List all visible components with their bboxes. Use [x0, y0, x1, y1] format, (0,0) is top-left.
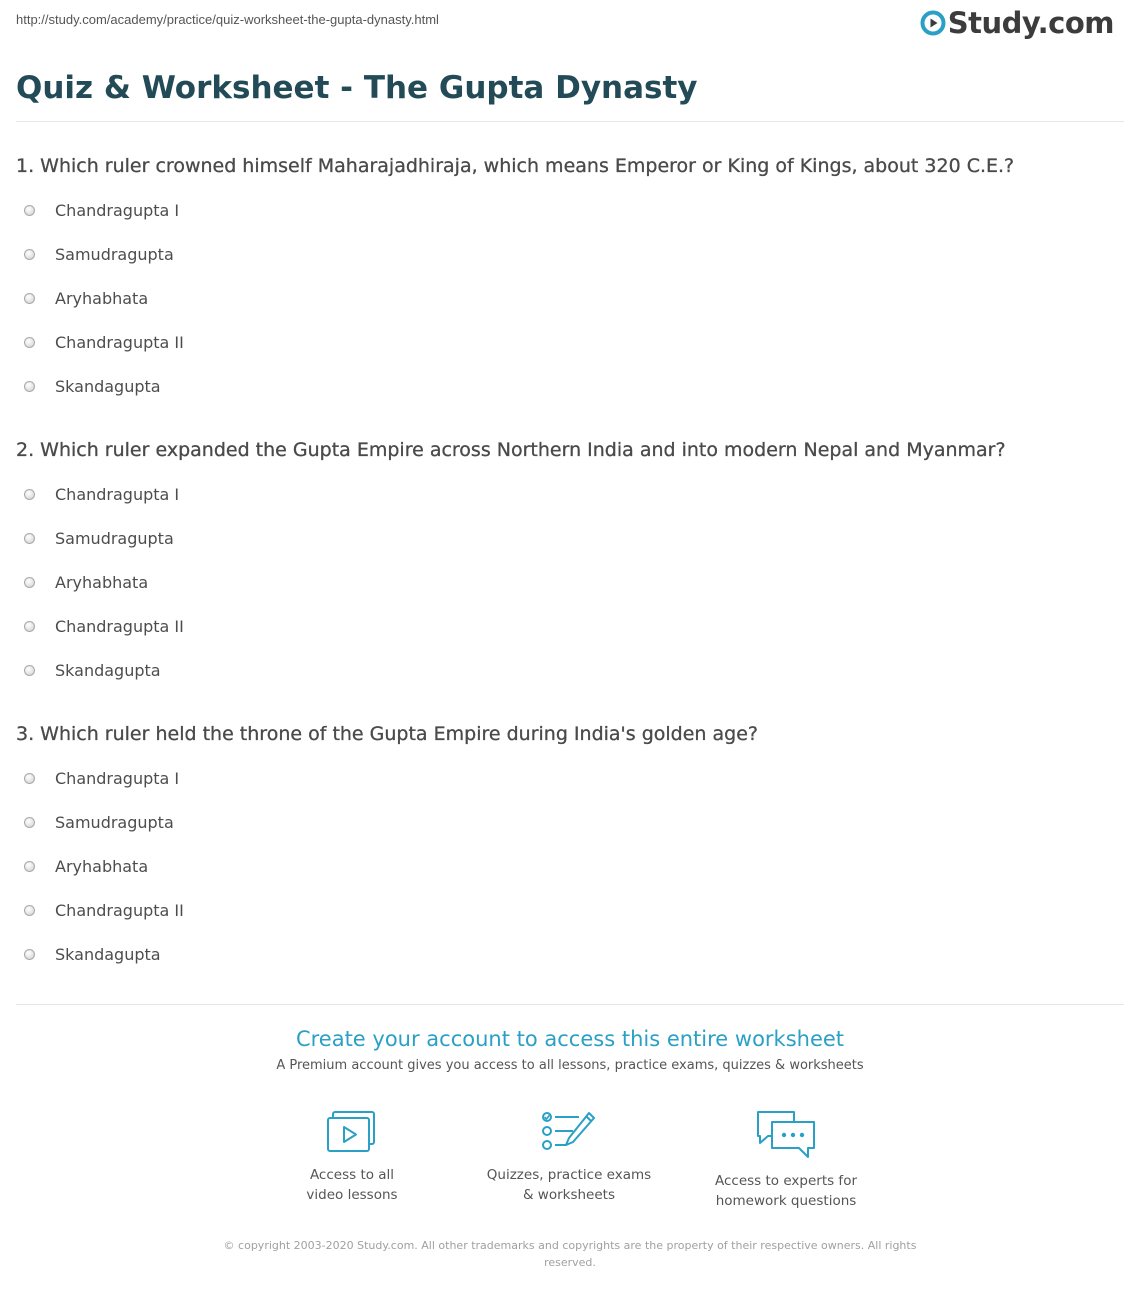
answer-options — [16, 472, 1126, 692]
radio-button[interactable] — [24, 817, 35, 828]
radio-button[interactable] — [24, 665, 35, 676]
answer-option[interactable] — [24, 756, 1126, 800]
answer-option[interactable] — [24, 232, 1126, 276]
feature-quizzes — [469, 1110, 669, 1205]
option-label: Skandagupta — [55, 660, 161, 680]
answer-option[interactable] — [24, 276, 1126, 320]
question-1 — [16, 155, 1126, 397]
radio-button[interactable] — [24, 381, 35, 392]
answer-option[interactable] — [24, 560, 1126, 604]
option-label: Aryhabhata — [55, 572, 149, 592]
answer-options — [16, 188, 1126, 408]
answer-option[interactable] — [24, 320, 1126, 364]
answer-option[interactable] — [24, 472, 1126, 516]
radio-button[interactable] — [24, 249, 35, 260]
answer-option[interactable] — [24, 648, 1126, 692]
answer-option[interactable] — [24, 888, 1126, 932]
answer-option[interactable] — [24, 364, 1126, 408]
answer-option[interactable] — [24, 844, 1126, 888]
option-label: Skandagupta — [55, 376, 161, 396]
promo-subtitle: A Premium account gives you access to all lessons, practice exams, quizzes & worksheets — [276, 1058, 864, 1073]
option-label: Samudragupta — [55, 528, 174, 548]
radio-button[interactable] — [24, 293, 35, 304]
play-circle-icon — [920, 10, 946, 36]
answer-option[interactable] — [24, 932, 1126, 976]
question-text: 2. Which ruler expanded the Gupta Empire across Northern India and into modern Nepal and Myanmar? — [16, 439, 1006, 461]
radio-button[interactable] — [24, 949, 35, 960]
answer-option[interactable] — [24, 188, 1126, 232]
option-label: Chandragupta I — [55, 200, 180, 220]
feature-experts — [686, 1110, 886, 1211]
answer-option[interactable] — [24, 604, 1126, 648]
radio-button[interactable] — [24, 489, 35, 500]
feature-label: Access to all video lessons — [306, 1167, 398, 1203]
page-title: Quiz & Worksheet - The Gupta Dynasty — [16, 70, 698, 106]
question-2 — [16, 439, 1126, 681]
option-label: Aryhabhata — [55, 856, 149, 876]
promo-divider — [16, 1004, 1124, 1005]
copyright-notice: © copyright 2003-2020 Study.com. All other trademarks and copyrights are the property of their respective owners. All rights reserved. — [223, 1239, 917, 1269]
option-label: Samudragupta — [55, 244, 174, 264]
option-label: Chandragupta I — [55, 768, 180, 788]
option-label: Skandagupta — [55, 944, 161, 964]
option-label: Samudragupta — [55, 812, 174, 832]
answer-option[interactable] — [24, 516, 1126, 560]
study-logo[interactable] — [920, 6, 1114, 40]
radio-button[interactable] — [24, 533, 35, 544]
page-url: http://study.com/academy/practice/quiz-worksheet-the-gupta-dynasty.html — [16, 12, 439, 27]
chat-bubbles-icon — [754, 1110, 818, 1160]
option-label: Aryhabhata — [55, 288, 149, 308]
radio-button[interactable] — [24, 861, 35, 872]
logo-text: Study.com — [947, 6, 1114, 40]
option-label: Chandragupta II — [55, 900, 184, 920]
title-divider — [16, 121, 1124, 122]
feature-label: Access to experts for homework questions — [714, 1173, 857, 1209]
radio-button[interactable] — [24, 905, 35, 916]
radio-button[interactable] — [24, 773, 35, 784]
answer-option[interactable] — [24, 800, 1126, 844]
answer-options — [16, 756, 1126, 976]
question-text: 1. Which ruler crowned himself Maharajadhiraja, which means Emperor or King of Kings, about 320 C.E.? — [16, 155, 1015, 177]
video-lessons-icon — [326, 1110, 378, 1154]
option-label: Chandragupta II — [55, 616, 184, 636]
radio-button[interactable] — [24, 337, 35, 348]
feature-video-lessons — [252, 1110, 452, 1205]
option-label: Chandragupta I — [55, 484, 180, 504]
question-text: 3. Which ruler held the throne of the Gupta Empire during India's golden age? — [16, 723, 758, 745]
feature-label: Quizzes, practice exams & worksheets — [486, 1167, 652, 1203]
question-3 — [16, 723, 1126, 965]
create-account-link[interactable]: Create your account to access this entire worksheet — [295, 1027, 845, 1051]
option-label: Chandragupta II — [55, 332, 184, 352]
radio-button[interactable] — [24, 577, 35, 588]
radio-button[interactable] — [24, 621, 35, 632]
radio-button[interactable] — [24, 205, 35, 216]
quiz-checklist-icon — [541, 1110, 597, 1154]
